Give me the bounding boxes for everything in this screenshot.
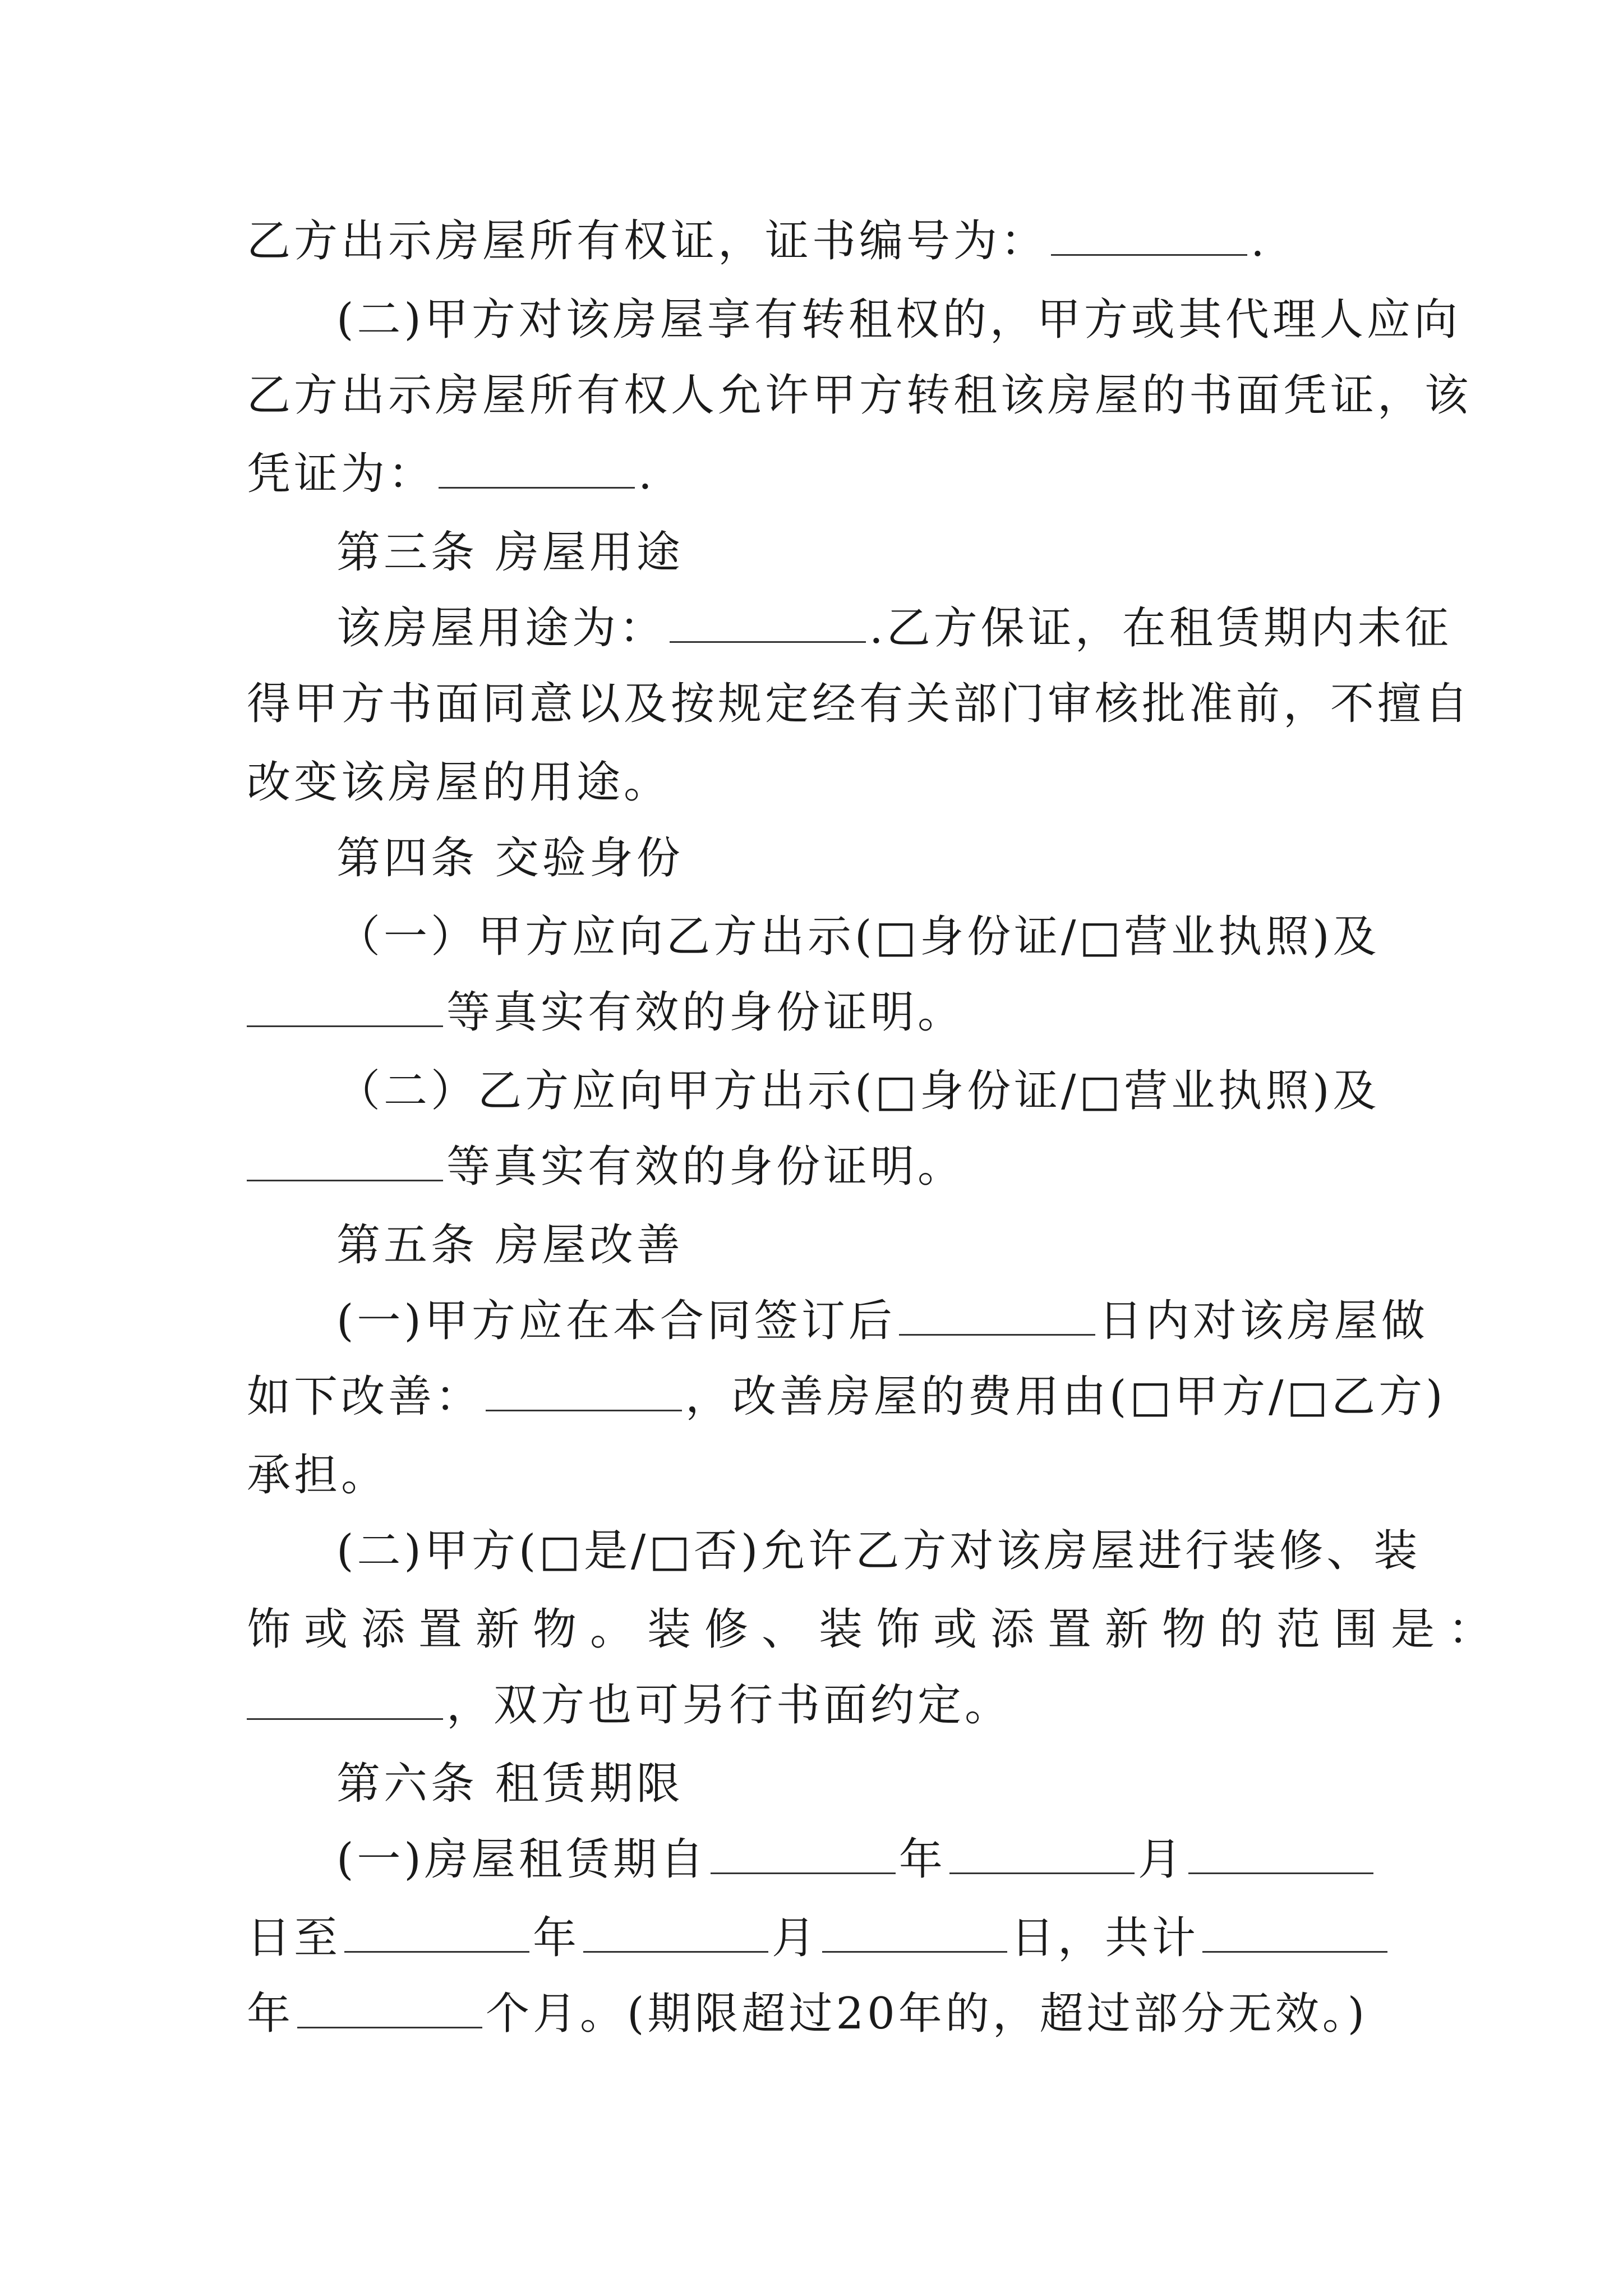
section-heading: 第四条 交验身份: [336, 833, 684, 884]
fill-blank[interactable]: [899, 1297, 1095, 1336]
text-line: ，双方也可另行书面约定。: [247, 1672, 1402, 1739]
text-line: 凭证为： .: [247, 449, 656, 499]
text-line: (二)甲方(□是/□否)允许乙方对该房屋进行装修、装: [336, 1526, 1421, 1576]
section-heading: 第六条 租赁期限: [336, 1759, 684, 1809]
fill-blank[interactable]: [822, 1914, 1007, 1953]
fill-blank[interactable]: [949, 1835, 1135, 1874]
fill-blank[interactable]: [486, 1373, 682, 1411]
section-heading: 第五条 房屋改善: [336, 1220, 684, 1271]
text-line: 该房屋用途为： .乙方保证，在租赁期内未征: [336, 603, 1452, 654]
text-line: 承担。: [247, 1450, 389, 1501]
fill-blank[interactable]: [247, 1681, 443, 1720]
text-line: 饰或添置新物。装修、装饰或添置新物的范围是：: [247, 1604, 1506, 1655]
text-line: 得甲方书面同意以及按规定经有关部门审核批准前，不擅自: [247, 679, 1472, 729]
text-line: 日至 年 月 日，共计: [247, 1904, 1402, 1972]
fill-blank[interactable]: [1051, 217, 1247, 256]
fill-blank[interactable]: [247, 1143, 443, 1181]
text-line: 年 个月。(期限超过20年的，超过部分无效。): [247, 1989, 1368, 2039]
fill-blank[interactable]: [670, 604, 866, 643]
fill-blank[interactable]: [344, 1914, 529, 1953]
fill-blank[interactable]: [439, 450, 635, 489]
text-line: 乙方出示房屋所有权人允许甲方转租该房屋的书面凭证，该: [247, 370, 1472, 421]
fill-blank[interactable]: [297, 1990, 482, 2028]
text-line: （二）乙方应向甲方出示(□身份证/□营业执照)及: [336, 1066, 1380, 1116]
fill-blank[interactable]: [247, 988, 443, 1027]
text-line: (一)房屋租赁期自 年 月: [336, 1826, 1402, 1893]
fill-blank[interactable]: [1202, 1914, 1387, 1953]
text-line: (一)甲方应在本合同签订后 日内对该房屋做: [336, 1296, 1428, 1346]
text-line: （一）甲方应向乙方出示(□身份证/□营业执照)及: [336, 912, 1380, 962]
fill-blank[interactable]: [583, 1914, 768, 1953]
text-line: 等真实有效的身份证明。: [247, 1133, 1402, 1200]
text-line: 等真实有效的身份证明。: [247, 979, 1402, 1046]
fill-blank[interactable]: [1188, 1835, 1373, 1874]
section-heading: 第三条 房屋用途: [336, 527, 684, 578]
fill-blank[interactable]: [711, 1835, 896, 1874]
text-line: (二)甲方对该房屋享有转租权的，甲方或其代理人应向: [336, 295, 1461, 345]
text-line: 乙方出示房屋所有权证，证书编号为： .: [247, 216, 1268, 266]
text-line: 如下改善： ，改善房屋的费用由(□甲方/□乙方): [247, 1372, 1446, 1422]
text-line: 改变该房屋的用途。: [247, 757, 671, 808]
